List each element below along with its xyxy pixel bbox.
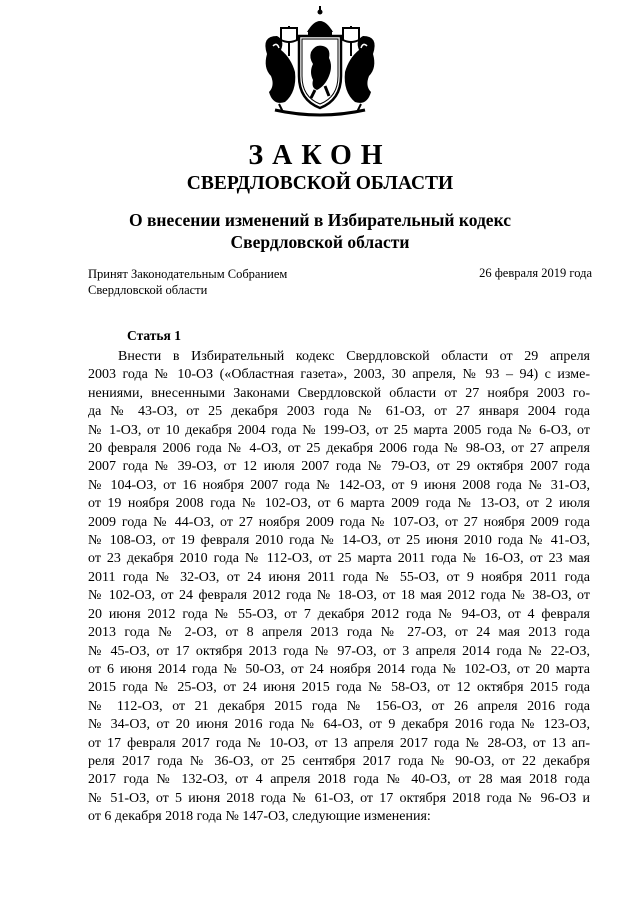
article-body-line: № 34-ОЗ, от 20 июня 2016 года № 64-ОЗ, от 9 декабря 2016 года № 123-ОЗ,	[88, 717, 590, 733]
document-subject-line-1: О внесении изменений в Избирательный кодекс	[128, 210, 511, 230]
adoption-authority-line-1: Принят Законодательным Собранием	[88, 267, 288, 281]
article-body-line: 2003 года № 10-ОЗ («Областная газета», 2003, 30 апреля, № 93 – 94) с изме-	[88, 367, 590, 383]
article-body-line: 20 июня 2012 года № 55-ОЗ, от 7 декабря 2012 года № 94-ОЗ, от 4 февраля	[88, 606, 590, 622]
article-body-line: № 1-ОЗ, от 10 декабря 2004 года № 199-ОЗ, от 25 марта 2005 года № 6-ОЗ, от	[88, 422, 590, 438]
adoption-date: 26 февраля 2019 года	[479, 266, 592, 280]
adoption-authority-line-2: Свердловской области	[88, 283, 208, 297]
adoption-authority	[88, 266, 287, 298]
article-body-line: № 45-ОЗ, от 17 октября 2013 года № 97-ОЗ, от 3 апреля 2014 года № 22-ОЗ,	[88, 643, 590, 659]
article-body-line: от 19 ноября 2008 года № 102-ОЗ, от 6 марта 2009 года № 13-ОЗ, от 2 июля	[88, 496, 590, 512]
article-body-line: № 51-ОЗ, от 5 июня 2018 года № 61-ОЗ, от 17 октября 2018 года № 96-ОЗ и	[88, 790, 590, 806]
article-body	[88, 348, 590, 827]
coat-of-arms-icon	[255, 6, 385, 118]
article-body-line: № 112-ОЗ, от 21 декабря 2015 года № 156-ОЗ, от 26 апреля 2016 года	[88, 698, 590, 714]
article-body-line: 2009 года № 44-ОЗ, от 27 ноября 2009 года № 107-ОЗ, от 27 ноября 2009 года	[88, 514, 590, 530]
article-body-line: 2007 года № 39-ОЗ, от 12 июля 2007 года № 79-ОЗ, от 29 октября 2007 года	[88, 459, 590, 475]
article-body-line: № 104-ОЗ, от 16 ноября 2007 года № 142-ОЗ, от 9 июня 2008 года № 31-ОЗ,	[88, 477, 590, 493]
article-body-line: № 108-ОЗ, от 19 февраля 2010 года № 14-ОЗ, от 25 июня 2010 года № 41-ОЗ,	[88, 533, 590, 549]
article-body-line: Внести в Избирательный кодекс Свердловской области от 29 апреля	[118, 349, 590, 364]
document-subject-line-2: Свердловской области	[230, 232, 410, 252]
article-body-line: нениями, внесенными Законами Свердловской области от 27 ноября 2003 го-	[88, 385, 590, 401]
article-body-line: 2015 года № 25-ОЗ, от 24 июня 2015 года № 58-ОЗ, от 12 октября 2015 года	[88, 680, 590, 696]
article-body-line: от 23 декабря 2010 года № 112-ОЗ, от 25 марта 2011 года № 16-ОЗ, от 23 мая	[88, 551, 590, 567]
article-heading: Статья 1	[127, 328, 181, 343]
emblem-graphic	[255, 6, 385, 118]
article-body-line: от 6 декабря 2018 года № 147-ОЗ, следующие изменения:	[88, 809, 431, 825]
article-body-line: да № 43-ОЗ, от 25 декабря 2003 года № 61-ОЗ, от 27 января 2004 года	[88, 404, 590, 420]
article-body-line: № 102-ОЗ, от 24 февраля 2012 года № 18-ОЗ, от 18 мая 2012 года № 38-ОЗ, от	[88, 588, 590, 604]
article-body-line: 2013 года № 2-ОЗ, от 8 апреля 2013 года № 27-ОЗ, от 24 мая 2013 года	[88, 625, 590, 641]
article-body-line: 2011 года № 32-ОЗ, от 24 июня 2011 года № 55-ОЗ, от 9 ноября 2011 года	[88, 569, 590, 585]
article-body-line: реля 2017 года № 36-ОЗ, от 25 сентября 2017 года № 90-ОЗ, от 22 декабря	[88, 753, 590, 769]
article-body-line: 2017 года № 132-ОЗ, от 4 апреля 2018 года № 40-ОЗ, от 28 мая 2018 года	[88, 772, 590, 788]
article-body-line: от 17 февраля 2017 года № 10-ОЗ, от 13 апреля 2017 года № 28-ОЗ, от 13 ап-	[88, 735, 590, 751]
document-region-heading: СВЕРДЛОВСКОЙ ОБЛАСТИ	[186, 173, 454, 194]
article-body-line: 20 февраля 2006 года № 4-ОЗ, от 25 декабря 2006 года № 98-ОЗ, от 27 апреля	[88, 441, 590, 457]
article-body-line: от 6 июня 2014 года № 50-ОЗ, от 24 ноября 2014 года № 102-ОЗ, от 20 марта	[88, 661, 590, 677]
document-type-heading: ЗАКОН	[248, 140, 392, 171]
